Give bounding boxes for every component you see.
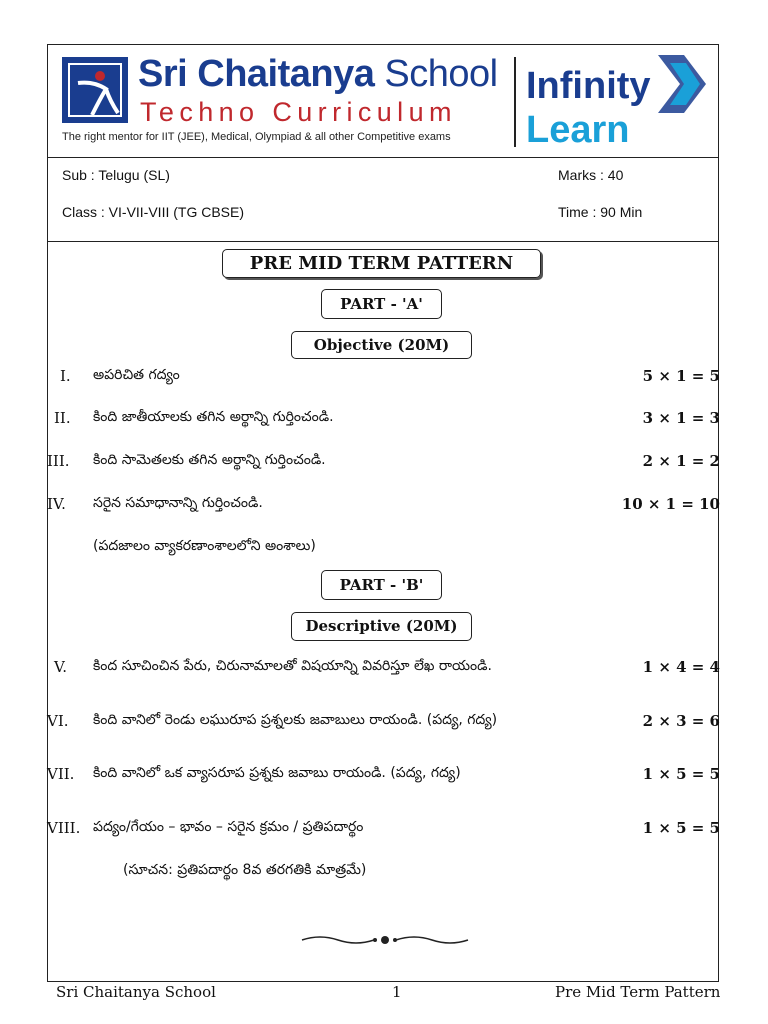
time-label: Time : 90 Min	[558, 204, 643, 220]
footer-page-number: 1	[392, 983, 402, 1001]
school-name: Sri Chaitanya School	[138, 53, 498, 95]
part-a-label: PART - 'A'	[321, 289, 442, 319]
header-divider	[514, 57, 516, 147]
subject-label: Sub : Telugu (SL)	[62, 167, 170, 183]
tagline: The right mentor for IIT (JEE), Medical, Olympiad & all other Competitive exams	[62, 131, 451, 143]
brand-learn: Learn	[526, 109, 630, 151]
school-header	[48, 45, 718, 158]
ornament-divider-icon	[300, 932, 470, 948]
footer-title: Pre Mid Term Pattern	[555, 983, 721, 1001]
marks-label: Marks : 40	[558, 167, 624, 183]
objective-section-label: Objective (20M)	[291, 331, 472, 359]
class-label: Class : VI-VII-VIII (TG CBSE)	[62, 204, 245, 220]
footer-school: Sri Chaitanya School	[56, 983, 216, 1001]
chevron-logo-icon	[648, 53, 708, 115]
runner-icon	[70, 65, 124, 119]
descriptive-section-label: Descriptive (20M)	[291, 612, 472, 641]
exam-info	[48, 157, 718, 242]
part-b-label: PART - 'B'	[321, 570, 442, 600]
brand-infinity: Infinity	[526, 65, 651, 107]
curriculum-title: Techno Curriculum	[140, 97, 457, 127]
page-title: PRE MID TERM PATTERN	[222, 249, 541, 278]
school-logo	[62, 57, 128, 123]
